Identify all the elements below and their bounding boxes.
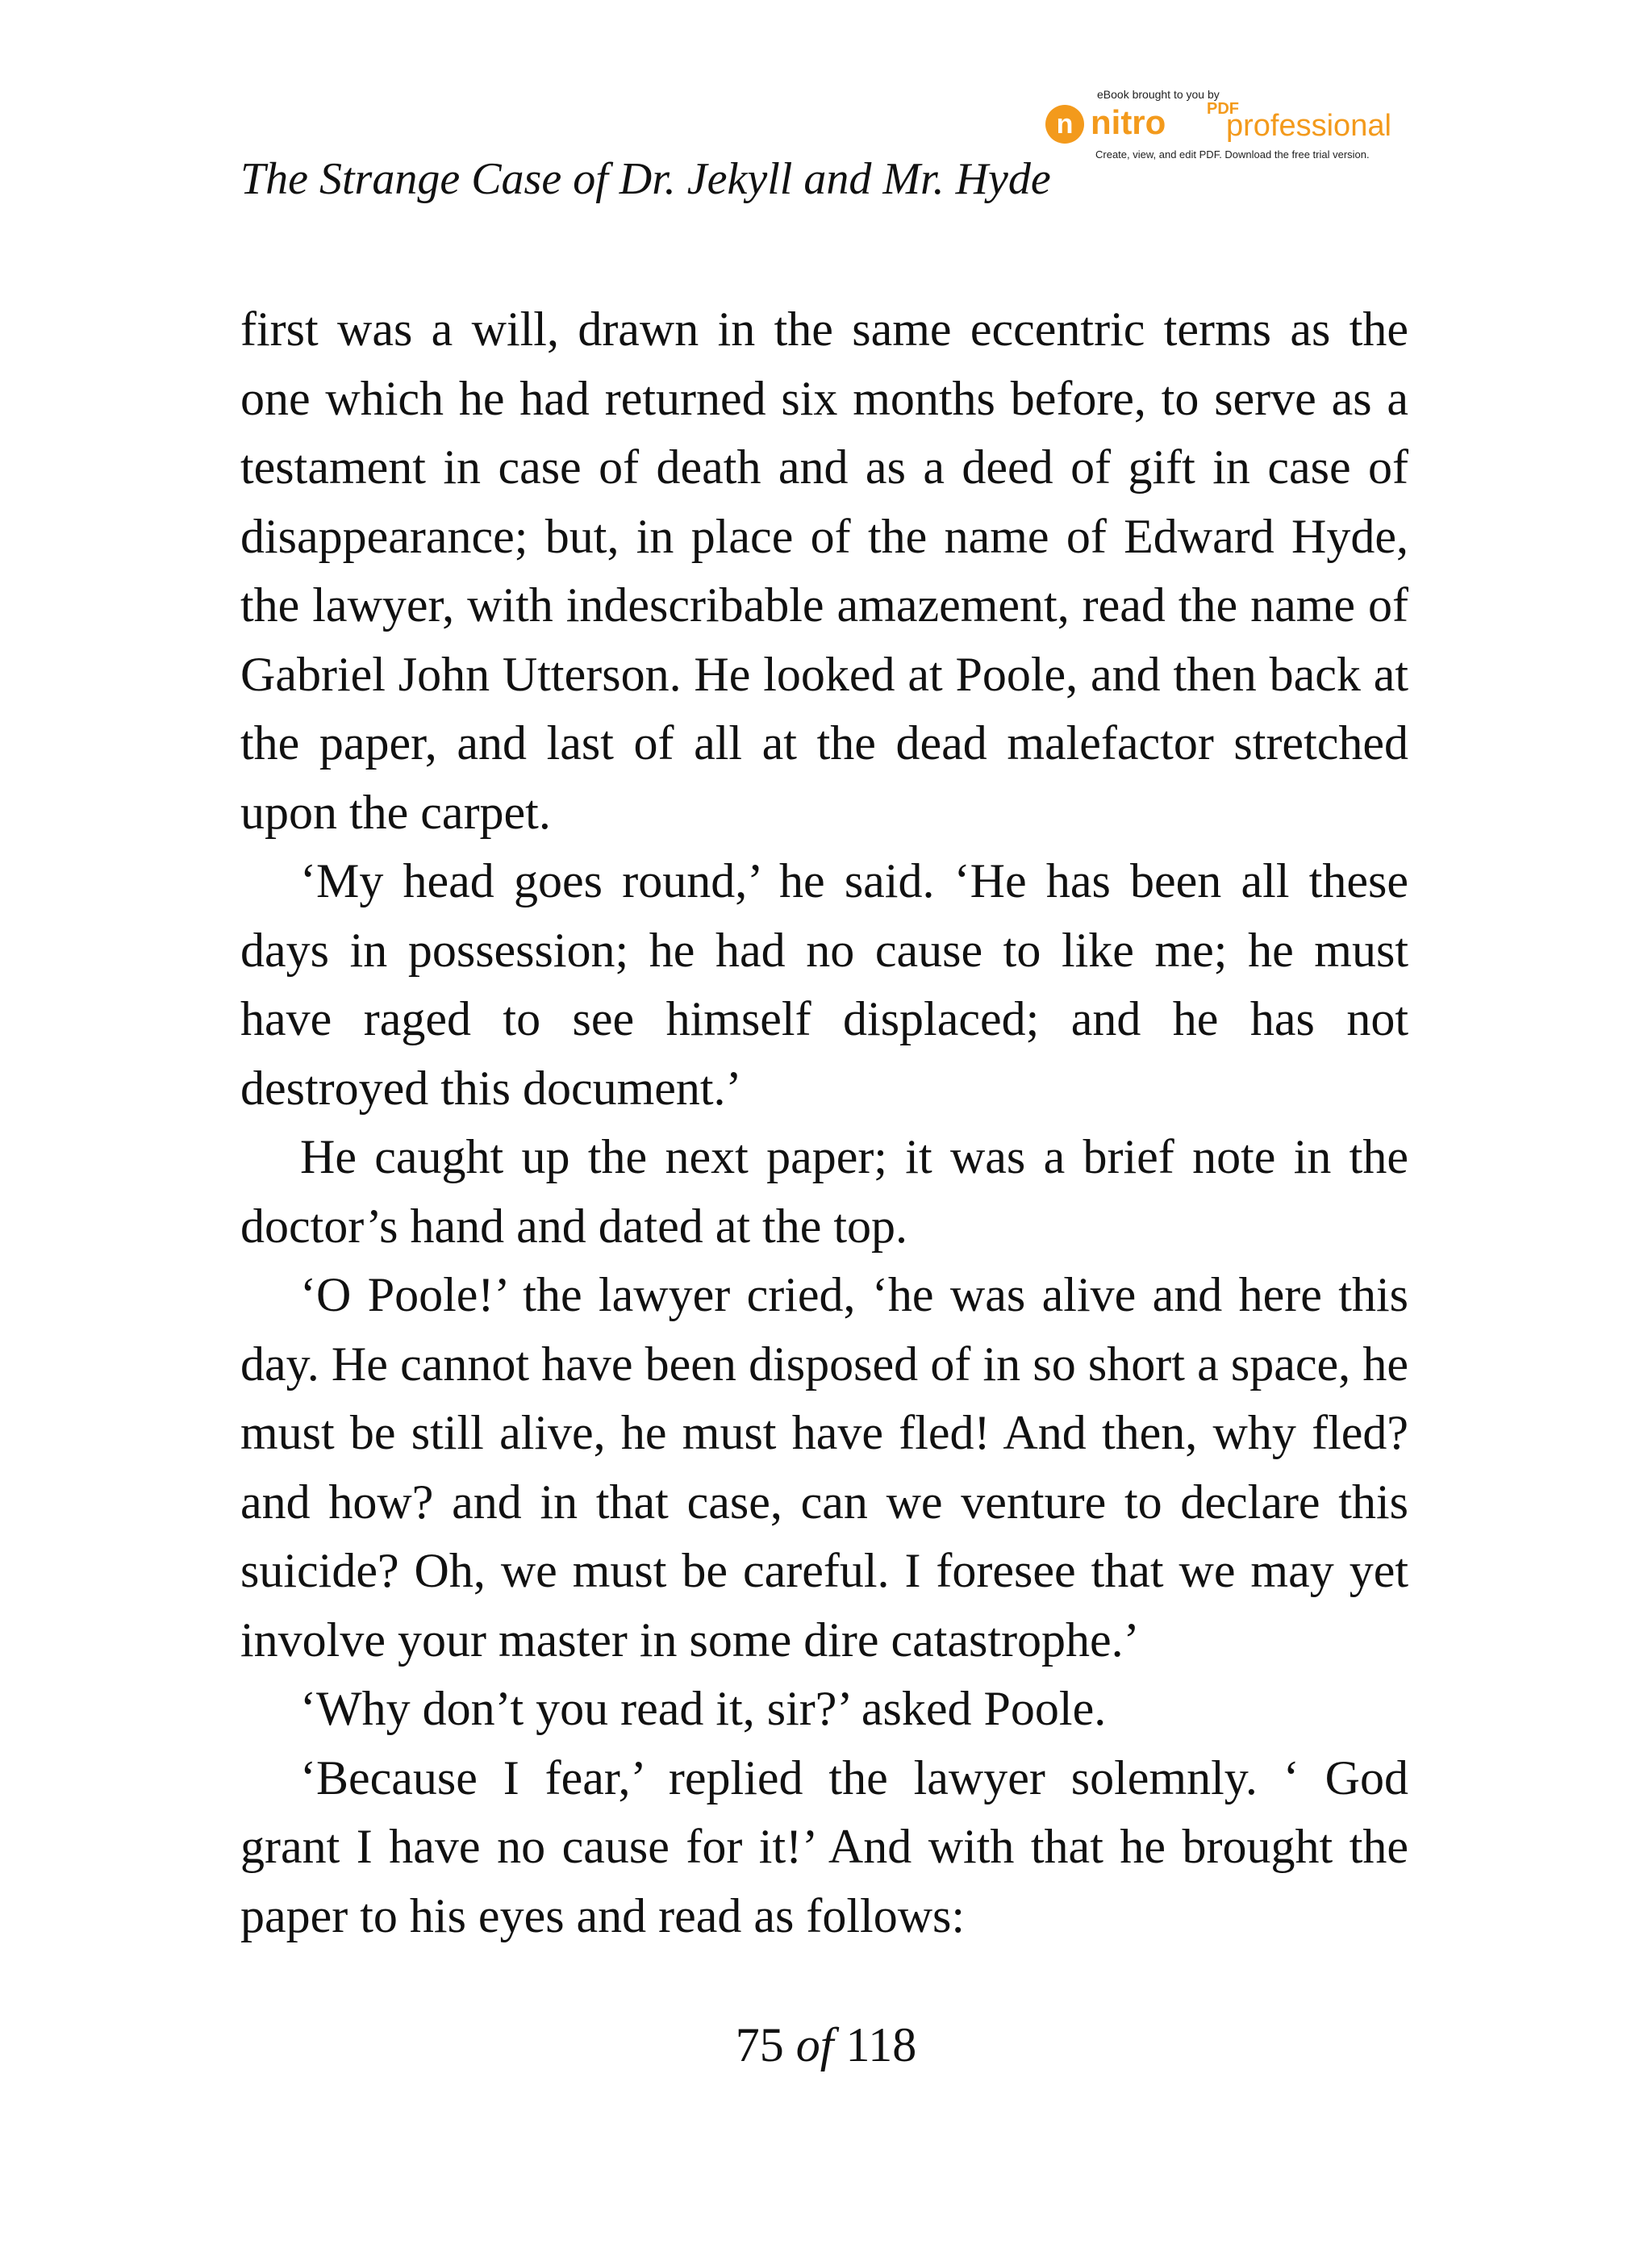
paragraph: first was a will, drawn in the same eccentric terms as the one which he had returned six months before, to serve as a testament in case of death and as a deed of gift in case of disappearance; but, in place of the name of Edward Hyde, the lawyer, with indescribable amazement, read the name of Gabriel John Utterson. He looked at Poole, and then back at the paper, and last of all at the dead malefactor stretched upon the carpet. (240, 302, 1408, 839)
brand-product: professional (1226, 109, 1391, 143)
paragraph: ‘Because I fear,’ replied the lawyer solemnly. ‘ God grant I have no cause for it!’ And with that he brought the paper to his eyes and read as follows: (240, 1750, 1408, 1942)
page-of-label: of (795, 2018, 834, 2072)
page-current: 75 (735, 2018, 784, 2072)
nitro-pdf-banner[interactable] (1045, 87, 1416, 168)
page-number (0, 2017, 1652, 2073)
paragraph: ‘O Poole!’ the lawyer cried, ‘he was alive and here this day. He cannot have been disposed of in so short a space, he must be still alive, he must have fled! And then, why fled? and how? and in that case, can we venture to declare this suicide? Oh, we must be careful. I foresee that we may yet involve your master in some dire catastrophe.’ (240, 1268, 1408, 1667)
running-title: The Strange Case of Dr. Jekyll and Mr. Hyde (240, 154, 1051, 204)
brand-name: nitro (1091, 103, 1166, 141)
body-text (240, 295, 1408, 1951)
nitro-logo-icon: n (1045, 105, 1084, 144)
paragraph: He caught up the next paper; it was a brief note in the doctor’s hand and dated at the top. (240, 1130, 1408, 1253)
brand-top-line: eBook brought to you by (1097, 88, 1220, 101)
paragraph: ‘Why don’t you read it, sir?’ asked Poole. (300, 1682, 1107, 1735)
page-total: 118 (845, 2018, 917, 2072)
brand-superscript: PDF (1207, 100, 1239, 118)
brand-tagline: Create, view, and edit PDF. Download the free trial version. (1095, 148, 1370, 161)
paragraph: ‘My head goes round,’ he said. ‘He has been all these days in possession; he had no cause to like me; he must have raged to see himself displaced; and he has not destroyed this document.’ (240, 854, 1408, 1115)
